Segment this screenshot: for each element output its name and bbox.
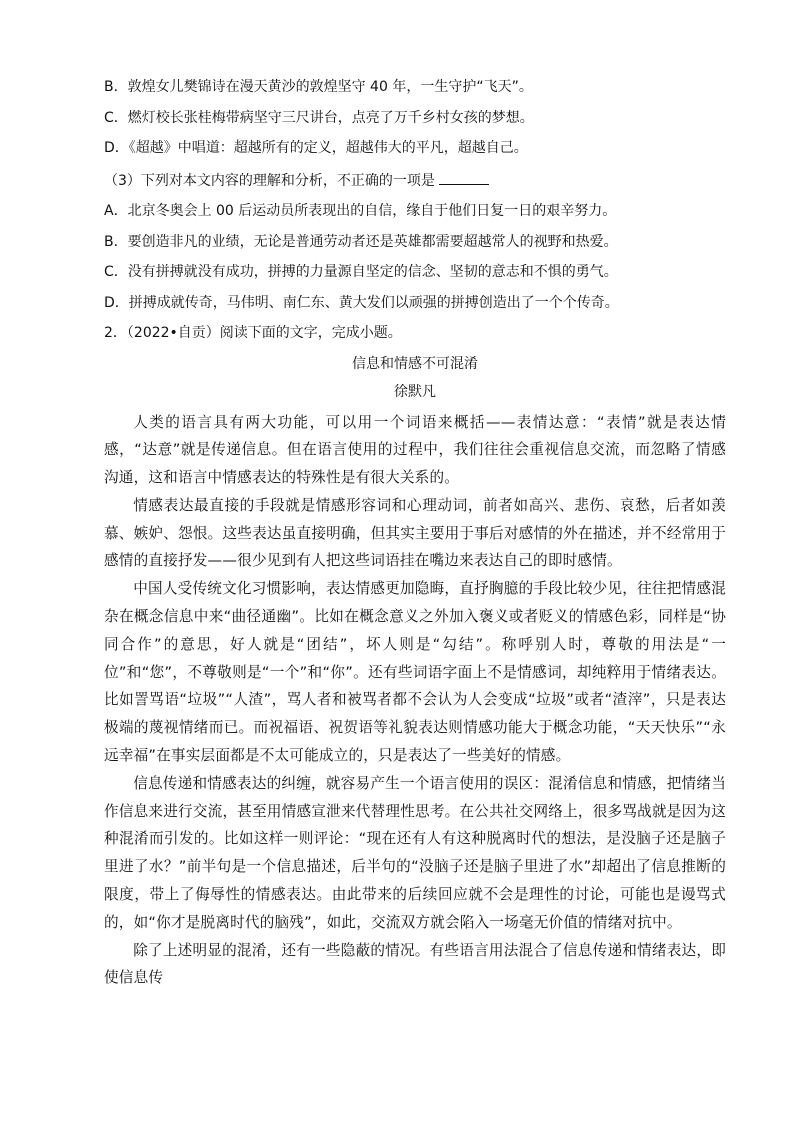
article-title: 信息和情感不可混淆 bbox=[352, 355, 478, 372]
q2-option-b: B．敦煌女儿樊锦诗在漫天黄沙的敦煌坚守 40 年，一生守护“飞天”。 bbox=[104, 79, 533, 95]
question-3-text: （3）下列对本文内容的理解和分析，不正确的一项是 bbox=[104, 172, 435, 189]
q2-option-c: C．燃灯校长张桂梅带病坚守三尺讲台，点亮了万千乡村女孩的梦想。 bbox=[104, 109, 534, 126]
q3-option-c: C．没有拼搏就没有成功，拼搏的力量源自坚定的信念、坚韧的意志和不惧的勇气。 bbox=[104, 264, 618, 280]
article-paragraph-1: 人类的语言具有两大功能，可以用一个词语来概括——表情达意：“表情”就是表达情感，“达意”就是传递信息。但在语言使用的过程中，我们往往会重视信息交流，而忽略了情感沟通，这和语言中情感表达的特殊性是有很大关系的。 bbox=[104, 413, 726, 487]
article-paragraph-3: 中国人受传统文化习惯影响，表达情感更加隐晦，直抒胸臆的手段比较少见，往往把情感混杂在概念信息中来“曲径通幽”。比如在概念意义之外加入褒义或者贬义的情感色彩，同样是“协同合作”的意思，好人就是“团结”，坏人则是“勾结”。称呼别人时，尊敬的用法是“一位”和“您”，不尊敬则是“一个”和“你”。还有些词语字面上不是情感词，却纯粹用于情绪表达。比如詈骂语“垃圾”“人渣”，骂人者和被骂者都不会认为人会变成“垃圾”或者“渣滓”，只是表达极端的蔑视情绪而已。而祝福语、祝贺语等礼貌表达则情感功能大于概念功能，“天天快乐”“永远幸福”在事实层面都是不太可能成立的，只是表达了一些美好的情感。 bbox=[104, 580, 726, 765]
question-2-intro: 2．（2022•自贡）阅读下面的文字，完成小题。 bbox=[104, 325, 402, 341]
q3-option-a: A．北京冬奥会上 00 后运动员所表现出的自信，缘自于他们日复一日的艰辛努力。 bbox=[104, 203, 617, 219]
article-paragraph-2: 情感表达最直接的手段就是情感形容词和心理动词，前者如高兴、悲伤、哀愁，后者如羡慕、嫉妒、怨恨。这些表达虽直接明确，但其实主要用于事后对感情的外在描述，并不经常用于感情的直接抒发——很少见到有人把这些词语挂在嘴边来表达自己的即时感情。 bbox=[104, 496, 726, 570]
document-page bbox=[104, 78, 726, 992]
article-paragraph-4: 信息传递和情感表达的纠缠，就容易产生一个语言使用的误区：混淆信息和情感，把情绪当作信息来进行交流，甚至用情感宣泄来代替理性思考。在公共社交网络上，很多骂战就是因为这种混淆而引发的。比如这样一则评论：“现在还有人有这种脱离时代的想法，是没脑子还是脑子里进了水？”前半句是一个信息描述，后半句的“没脑子还是脑子里进了水”却超出了信息推断的限度，带上了侮辱性的情感表达。由此带来的后续回应就不会是理性的讨论，可能也是谩骂式的，如“你才是脱离时代的脑残”，如此，交流双方就会陷入一场毫无价值的情绪对抗中。 bbox=[104, 774, 726, 931]
q3-option-d: D．拼搏成就传奇，马伟明、南仁东、黄大发们以顽强的拼搏创造出了一个个传奇。 bbox=[104, 294, 619, 311]
article-paragraph-5: 除了上述明显的混淆，还有一些隐蔽的情况。有些语言用法混合了信息传递和情绪表达，即使信息传 bbox=[104, 941, 726, 987]
article-author: 徐默凡 bbox=[394, 383, 436, 400]
q3-option-b: B．要创造非凡的业绩，无论是普通劳动者还是英雄都需要超越常人的视野和热爱。 bbox=[104, 233, 618, 250]
answer-blank[interactable] bbox=[439, 170, 489, 185]
q2-option-d: D．《超越》中唱道：超越所有的定义，超越伟大的平凡，超越自己。 bbox=[104, 140, 528, 156]
question-3-stem bbox=[104, 170, 726, 190]
